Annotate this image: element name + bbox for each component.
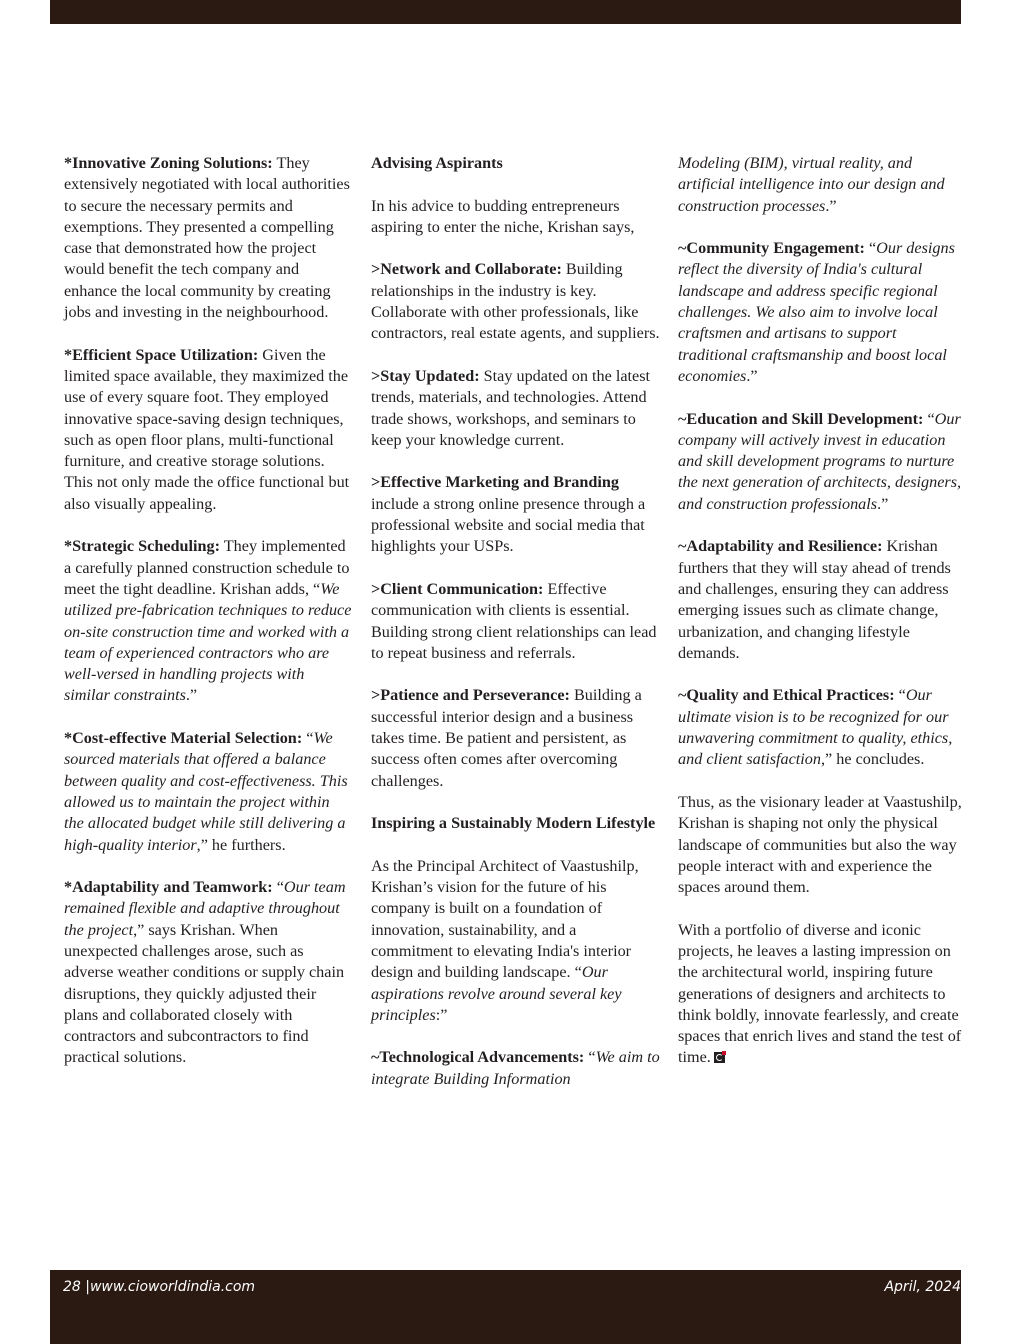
- tech-quote: We aim to integrate Building Information: [371, 1048, 660, 1088]
- zoning-text: They extensively negotiated with local authorities to secure the necessary permits and exemptions. They presented a compelling case that demonstrated how the project would benefit the tech company and enhance the local community by creating jobs and investing in the neighbourhood.: [64, 154, 350, 322]
- quality-end: ,” he concludes.: [820, 750, 925, 769]
- material-label: *Cost-effective Material Selection:: [64, 729, 303, 748]
- network-paragraph: [371, 259, 661, 344]
- client-paragraph: [371, 579, 661, 664]
- patience-label: >Patience and Perseverance:: [371, 686, 570, 705]
- tech-continued-paragraph: [678, 153, 968, 217]
- community-quote: Our designs reflect the diversity of India's cultural landscape and address specific regional challenges. We also aim to involve local craftsmen and artisans to support traditional craftsmanship and boost local economies: [678, 239, 955, 385]
- tech-continued-quote: Modeling (BIM), virtual reality, and artificial intelligence into our design and construction processes: [678, 154, 945, 215]
- scheduling-quote: We utilized pre-fabrication techniques to reduce on-site construction time and worked with a team of experienced contractors who are well-versed in handling projects with similar constraints: [64, 579, 352, 705]
- material-end: ,” he furthers.: [196, 835, 286, 854]
- updated-paragraph: [371, 366, 661, 451]
- resilience-paragraph: [678, 536, 968, 664]
- scheduling-end: .”: [185, 686, 198, 705]
- marketing-label: >Effective Marketing and Branding: [371, 473, 619, 492]
- community-label: ~Community Engagement:: [678, 239, 865, 258]
- community-end: .”: [746, 366, 758, 385]
- scheduling-label: *Strategic Scheduling:: [64, 537, 221, 556]
- teamwork-quote: Our team remained flexible and adaptive throughout the project: [64, 878, 346, 939]
- tech-open: “: [584, 1048, 596, 1067]
- tech-continued-end: .”: [825, 196, 837, 215]
- material-open: “: [302, 729, 314, 748]
- top-bar: [50, 0, 961, 24]
- column-2: [371, 153, 661, 1111]
- lifestyle-heading: Inspiring a Sustainably Modern Lifestyle: [371, 814, 656, 833]
- education-end: .”: [877, 494, 889, 513]
- scheduling-paragraph: [64, 536, 352, 706]
- marketing-text: include a strong online presence through a professional website and social media that highlights your USPs.: [371, 494, 646, 556]
- tech-paragraph: [371, 1047, 661, 1090]
- space-label: *Efficient Space Utilization:: [64, 345, 259, 364]
- column-1: [64, 153, 352, 1090]
- portfolio-paragraph: [678, 920, 968, 1069]
- teamwork-text: ,” says Krishan. When unexpected challenges arose, such as adverse weather conditions or supply chain disruptions, they quickly adjusted their plans and collaborated closely with contractors and subcontractors to find practical solutions.: [64, 920, 345, 1067]
- vision-quote: Our aspirations revolve around several key principles: [371, 963, 622, 1024]
- network-label: >Network and Collaborate:: [371, 260, 562, 279]
- vision-end: :”: [435, 1005, 448, 1024]
- education-quote: Our company will actively invest in education and skill development programs to nurture the next generation of architects, designers, and construction professionals: [678, 409, 962, 513]
- education-label: ~Education and Skill Development:: [678, 409, 924, 428]
- end-of-article-icon: [714, 1052, 725, 1063]
- thus-paragraph: Thus, as the visionary leader at Vaastushilp, Krishan is shaping not only the physical landscape of communities but also the way people interact with and experience the spaces around them.: [678, 792, 962, 897]
- zoning-label: *Innovative Zoning Solutions:: [64, 154, 273, 172]
- resilience-label: ~Adaptability and Resilience:: [678, 537, 883, 556]
- material-paragraph: [64, 728, 352, 856]
- quality-label: ~Quality and Ethical Practices:: [678, 686, 895, 705]
- footer-page-url: 28 |www.cioworldindia.com: [63, 1279, 256, 1295]
- client-text: Effective communication with clients is essential. Building strong client relationships can lead to repeat business and referrals.: [371, 579, 657, 662]
- portfolio-text: With a portfolio of diverse and iconic projects, he leaves a lasting impression on the architectural world, inspiring future generations of designers and architects to think boldly, innovate fearlessly, and create spaces that enrich lives and stand the test of time.: [678, 920, 962, 1067]
- tech-label: ~Technological Advancements:: [371, 1048, 585, 1067]
- updated-text: Stay updated on the latest trends, materials, and technologies. Attend trade shows, workshops, and seminars to keep your knowledge current.: [371, 366, 651, 449]
- column-3: [678, 153, 968, 1090]
- updated-label: >Stay Updated:: [371, 366, 480, 385]
- client-label: >Client Communication:: [371, 579, 544, 598]
- education-open: “: [923, 409, 935, 428]
- quality-open: “: [894, 686, 906, 705]
- patience-paragraph: [371, 685, 661, 791]
- space-text: Given the limited space available, they maximized the use of every square foot. They employed innovative space-saving design techniques, such as open floor plans, multi-functional furniture, and creative storage solutions. This not only made the office functional but also visually appealing.: [64, 345, 350, 513]
- zoning-paragraph: [64, 153, 352, 323]
- space-paragraph: [64, 345, 352, 515]
- teamwork-label: *Adaptability and Teamwork:: [64, 878, 273, 897]
- community-open: “: [864, 239, 877, 258]
- vision-text: As the Principal Architect of Vaastushilp, Krishan’s vision for the future of his company is built on a foundation of innovation, sustainability, and a commitment to elevating India's interior design and building landscape. “: [371, 856, 639, 982]
- patience-text: Building a successful interior design and a business takes time. Be patient and persistent, as success often comes after overcoming challenges.: [371, 686, 642, 790]
- resilience-text: Krishan furthers that they will stay ahead of trends and challenges, ensuring they can address emerging issues such as climate change, urbanization, and changing lifestyle demands.: [678, 537, 951, 662]
- scheduling-text: They implemented a carefully planned construction schedule to meet the tight deadline. Krishan adds, “: [64, 537, 350, 598]
- teamwork-open: “: [272, 878, 284, 897]
- footer-date: April, 2024: [884, 1279, 961, 1295]
- quality-quote: Our ultimate vision is to be recognized for our unwavering commitment to quality, ethics, and client satisfaction: [678, 686, 953, 769]
- advising-heading: Advising Aspirants: [371, 154, 503, 172]
- vision-paragraph: [371, 856, 661, 1026]
- quality-paragraph: [678, 685, 968, 770]
- teamwork-paragraph: [64, 877, 352, 1069]
- education-paragraph: [678, 409, 968, 515]
- advising-intro: In his advice to budding entrepreneurs aspiring to enter the niche, Krishan says,: [371, 196, 635, 236]
- community-paragraph: [678, 238, 968, 387]
- material-quote: We sourced materials that offered a balance between quality and cost-effectiveness. This allowed us to maintain the project within the allocated budget while still delivering a high-quality interior: [64, 729, 348, 854]
- marketing-paragraph: [371, 472, 661, 557]
- network-text: Building relationships in the industry is key. Collaborate with other professionals, like contractors, real estate agents, and suppliers.: [371, 260, 660, 343]
